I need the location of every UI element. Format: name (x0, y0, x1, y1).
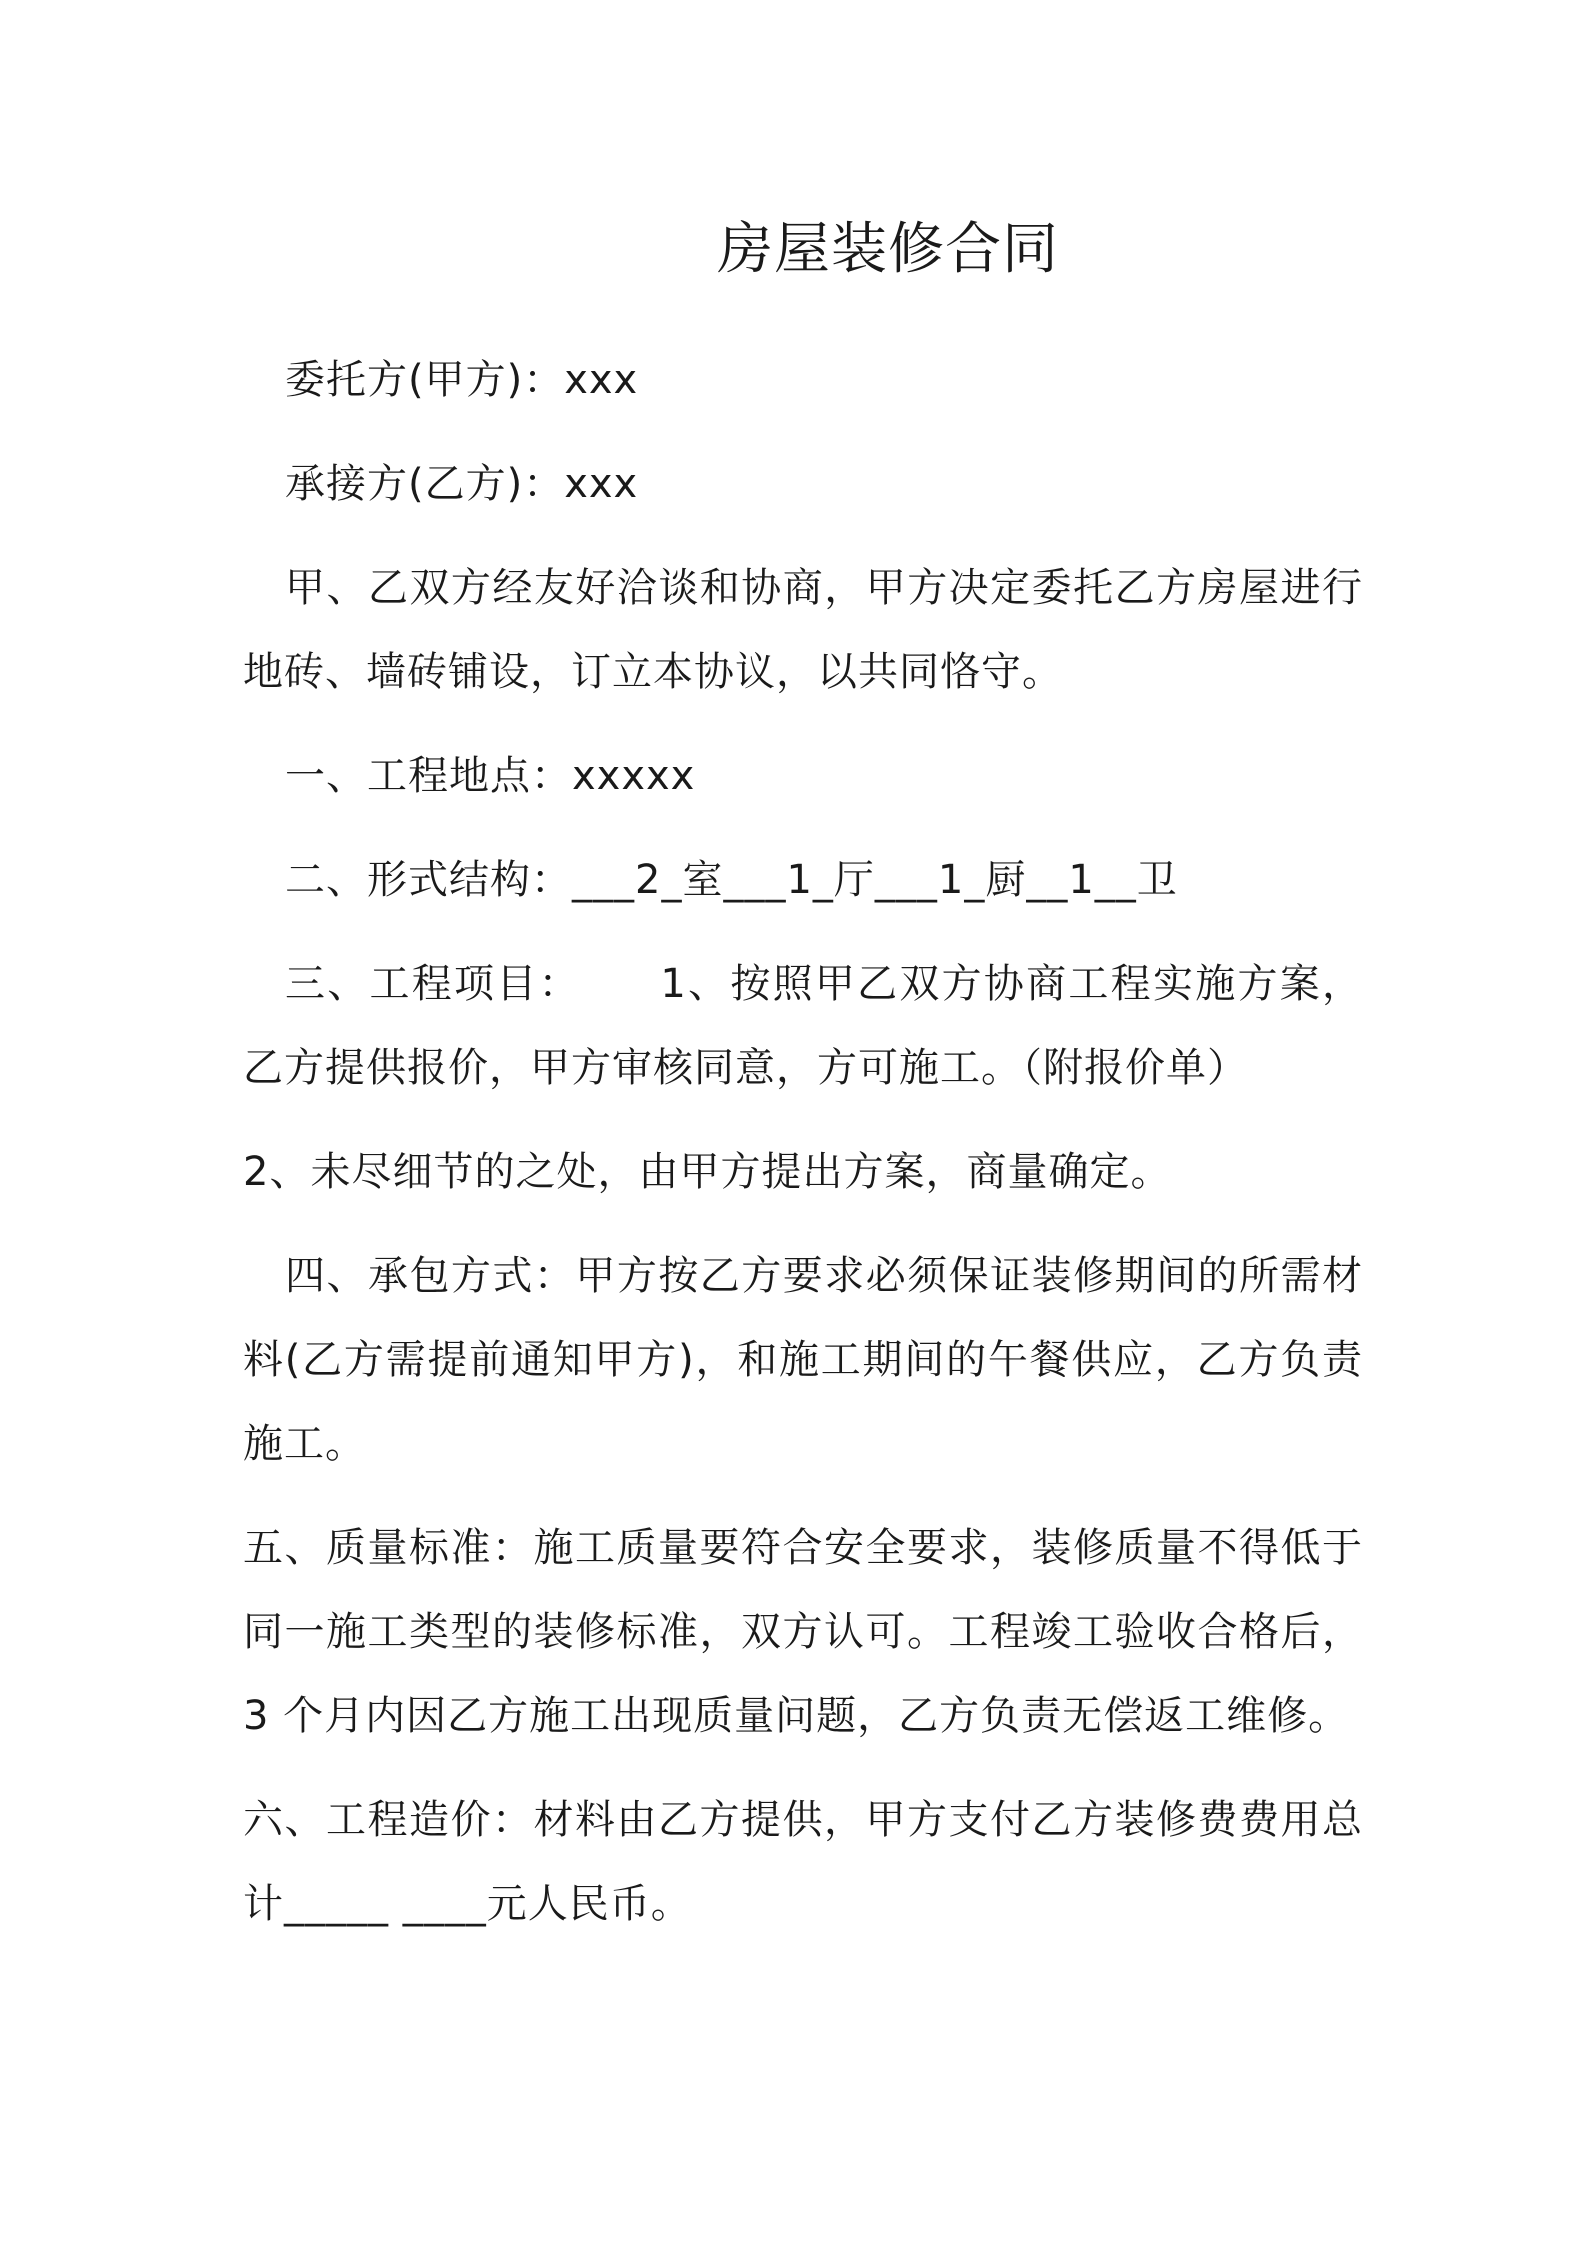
party-a-line: 委托方(甲方)：xxx (285, 357, 639, 403)
clause-5-quality: 五、质量标准：施工质量要符合安全要求，装修质量不得低于同一施工类型的装修标准，双方认可。工程竣工验收合格后，3 个月内因乙方施工出现质量问题，乙方负责无偿返工维修。 (243, 1525, 1363, 1739)
document-body (243, 338, 1363, 1946)
clause-3-item-2: 2、未尽细节的之处，由甲方提出方案，商量确定。 (243, 1149, 1172, 1195)
intro-paragraph: 甲、乙双方经友好洽谈和协商，甲方决定委托乙方房屋进行地砖、墙砖铺设，订立本协议，以共同恪守。 (243, 565, 1363, 695)
clause-2-structure: 二、形式结构：___2_室___1_厅___1_厨__1__卫 (285, 857, 1178, 903)
clause-6-cost: 六、工程造价：材料由乙方提供，甲方支付乙方装修费费用总计_____ ____元人民币。 (243, 1797, 1363, 1927)
document-title: 房屋装修合同 (717, 217, 1059, 282)
clause-3-project: 三、工程项目： 1、按照甲乙双方协商工程实施方案，乙方提供报价，甲方审核同意，方可施工。（附报价单） (243, 961, 1363, 1091)
party-b-line: 承接方(乙方)：xxx (285, 461, 639, 507)
clause-1-location: 一、工程地点：xxxxx (285, 753, 696, 799)
clause-4-contract-method: 四、承包方式：甲方按乙方要求必须保证装修期间的所需材料(乙方需提前通知甲方)，和施工期间的午餐供应，乙方负责施工。 (243, 1253, 1363, 1467)
